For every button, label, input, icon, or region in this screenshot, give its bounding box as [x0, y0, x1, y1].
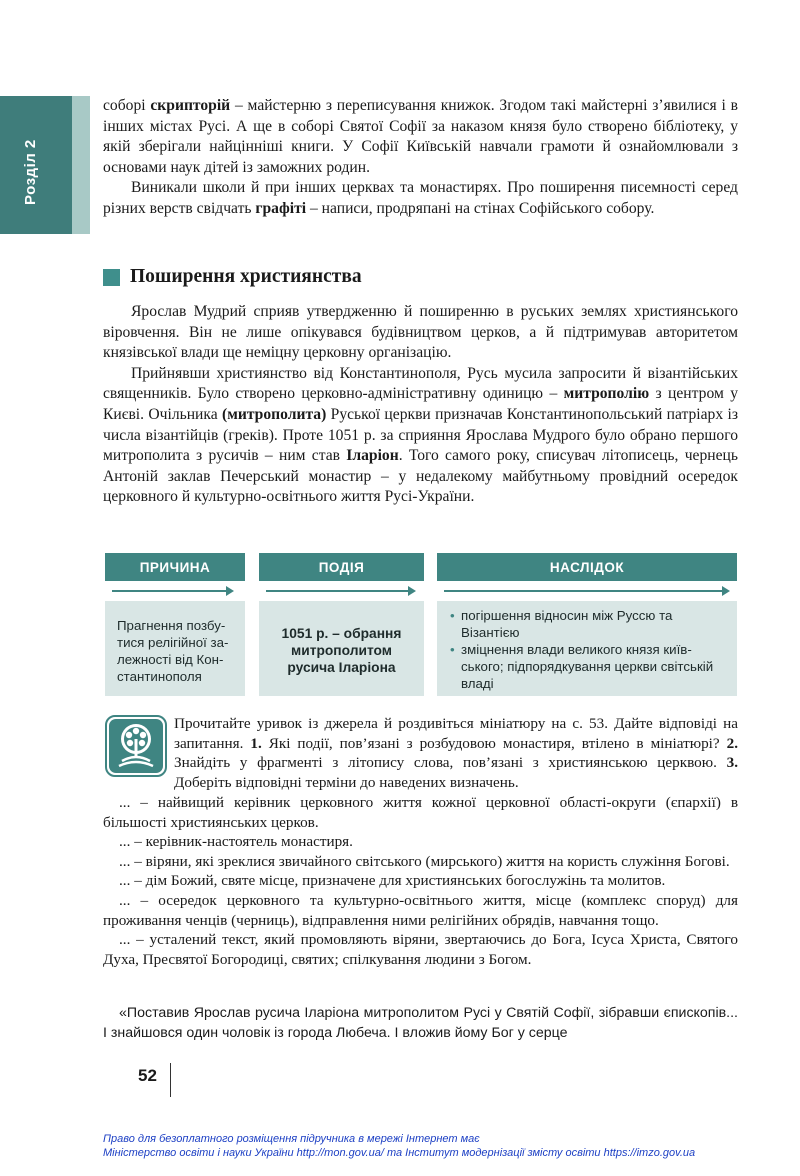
event-text: 1051 р. – обрання митрополитом русича Іларіона	[281, 626, 402, 675]
table-cell-cause	[105, 601, 245, 696]
source-task-icon	[105, 715, 167, 777]
page-number: 52	[138, 1066, 157, 1085]
definitions-list	[103, 793, 738, 969]
bullet-icon: •	[450, 642, 455, 657]
source-quote	[103, 1003, 738, 1043]
term-scriptorium: скрипторій	[150, 97, 231, 114]
paragraph-2: Виникали школи й при інших церквах та монастирях. Про поширення писемності серед різних верств свідчать графіті – написи, продряпані на стінах Софійського собору.	[103, 179, 738, 217]
bullet-icon: •	[450, 608, 455, 623]
page-number-divider	[170, 1063, 171, 1097]
definition-item: ... – найвищий керівник церковного життя кожної церковної області-округи (єпархії) в більшості християнських церков.	[103, 794, 738, 831]
paragraph-1: соборі скрипторій – майстерню з переписування книжок. Згодом такі майстерні з’явилися і в інших містах Русі. А ще в соборі Святої Софії за наказом князя було створено бібліотеку, у якій зберігали найцінніші книги. У Софії Київській навчали грамоти й ознайомлювали з основами наук дітей із заможних родин. Виникали школи й при інших церквах та монастирях. Про поширення писемності серед різних верств свідчать графіті – написи, продряпані на стінах Софійського собору.	[103, 96, 738, 220]
definition-item: ... – керівник-настоятель монастиря.	[119, 833, 353, 851]
definition-item: ... – усталений текст, який промовляють віряни, звертаючись до Бога, Ісуса Христа, Святого Духа, Пресвятої Богородиці, святих; спілкування людини з Богом.	[103, 931, 738, 968]
paragraph-4: Прийнявши християнство від Константинополя, Русь мусила запросити й візантійських священників. Було створено церковно-адміністративну одиницю – митрополію з центром у Києві. Очільника (митрополита) Руської церкви призначав Константинопольський патріарх із числа візантійців (греків). Проте 1051 р. за сприяння Ярослава Мудрого було обрано першого митрополита з русичів – ним став Іларіон. Того самого року, списувач літописець, чернець Антоній заклав Печерський монастир – у недалекому майбутньому провідний осередок церковного й культурно-освітнього життя Русі-України.	[103, 364, 738, 506]
paragraph-3-block	[103, 302, 738, 508]
arrow-right-icon	[112, 590, 232, 592]
cause-text: Прагнення позбутися релігійної залежності від Константинополя	[117, 618, 229, 684]
footer-note-line2: Міністерство освіти і науки України http://mon.gov.ua/ та Інститут модернізації змісту освіти https://imzo.gov.ua	[103, 1147, 696, 1159]
term-graffiti: графіті	[255, 199, 307, 217]
section-tab	[0, 96, 90, 234]
task-text: Прочитайте уривок із джерела й роздивіться мініатюру на с. 53. Дайте відповіді на запитання. 1. Які події, пов’язані з розбудовою монастиря, втілено в мініатюрі? 2. Знайдіть у фрагменті з літопису слова, пов’язані з християнською церквою. 3. Доберіть відповідні терміни до наведених визначень.	[174, 715, 738, 791]
table-cell-consequence	[437, 601, 737, 696]
arrow-right-icon	[266, 590, 414, 592]
definition-item: ... – осередок церковного та культурно-освітнього життя, місце (комплекс споруд) для проживання ченців (черниць), відправлення ними релігійних обрядів, навчання тощо.	[103, 891, 738, 929]
definition-item: ... – віряни, які зреклися звичайного світського (мирського) життя на користь служіння Богові.	[119, 852, 730, 870]
paragraph-3: Ярослав Мудрий сприяв утвердженню й поширенню в руських землях християнського віровчення. Він не лише опікувався будівництвом церков, а й підтримував авторитетом князівської влади ще неміцну церковну організацію.	[103, 303, 738, 362]
section-tab-accent	[72, 96, 90, 234]
table-header-event: ПОДІЯ	[259, 553, 424, 581]
footer-note-line1: Право для безоплатного розміщення підручника в мережі Інтернет має	[103, 1133, 480, 1145]
table-header-consequence: НАСЛІДОК	[437, 553, 737, 581]
quote-text: «Поставив Ярослав русича Іларіона митрополитом Русі у Святій Софії, зібравши єпископів... І знайшовся один чоловік із города Любеча. І вложив йому Бог у серце	[103, 1005, 738, 1041]
section-tab-label: Розділ 2	[22, 139, 39, 205]
list-item: • зміцнення влади великого князя київського; підпорядкування церкви світській владі	[450, 642, 714, 691]
section-heading-text: Поширення християнства	[130, 266, 362, 287]
definition-item: ... – дім Божий, святе місце, призначене для християнських богослужінь та молитов.	[119, 872, 666, 890]
table-cell-event	[259, 601, 424, 696]
list-item: • погіршення відносин між Руссю та Візантією	[450, 608, 673, 640]
arrow-right-icon	[444, 590, 728, 592]
heading-square-icon	[103, 269, 120, 286]
table-header-cause: ПРИЧИНА	[105, 553, 245, 581]
section-heading	[103, 266, 362, 288]
